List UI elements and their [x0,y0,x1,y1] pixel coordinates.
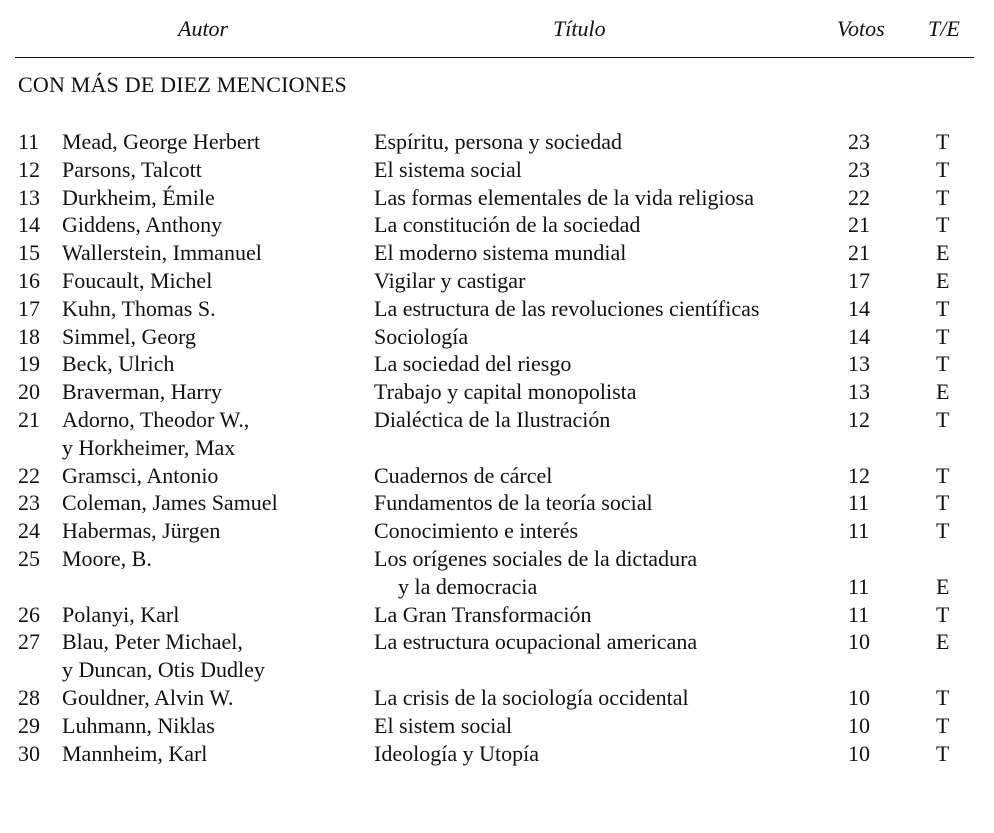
row-votes: 22 [848,184,870,210]
title-line: La estructura ocupacional americana [374,629,698,655]
author-line: Parsons, Talcott [62,156,202,182]
table-row [0,323,994,351]
row-number: 24 [18,518,40,544]
row-title [374,156,522,184]
table-row [0,239,994,267]
row-votes: 23 [848,156,870,182]
row-title [374,350,571,378]
table-row [0,517,994,545]
row-number: 19 [18,351,40,377]
row-author [62,684,233,712]
row-author [62,128,260,156]
title-line: Sociología [374,323,469,349]
row-title [374,489,653,517]
row-author [62,406,249,462]
table-row [0,462,994,490]
header-votos: Votos [837,16,885,41]
title-line: La sociedad del riesgo [374,351,572,377]
author-line: Gouldner, Alvin W. [62,684,234,710]
row-type: T [936,323,950,349]
author-line: y Horkheimer, Max [62,434,236,460]
row-title [374,628,697,656]
row-author [62,462,218,490]
row-type: T [936,212,950,238]
table-row [0,489,994,517]
author-line: Polanyi, Karl [62,601,180,627]
author-line: Simmel, Georg [62,323,197,349]
row-votes: 10 [848,740,870,766]
row-type: T [936,684,950,710]
title-line: Las formas elementales de la vida religiosa [374,184,754,210]
table-row [0,684,994,712]
row-title [374,211,640,239]
title-line: Los orígenes sociales de la dictadura [374,545,698,571]
row-type: T [936,740,950,766]
title-line: Fundamentos de la teoría social [374,490,653,516]
author-line: Mannheim, Karl [62,740,208,766]
author-line: Beck, Ulrich [62,351,175,377]
author-line: Luhmann, Niklas [62,712,215,738]
row-author [62,295,216,323]
row-title [374,684,689,712]
title-line: La Gran Transformación [374,601,592,627]
header-titulo: Título [553,16,606,41]
row-author [62,156,202,184]
row-votes: 11 [848,490,870,516]
row-votes: 11 [848,518,870,544]
row-type: T [936,351,950,377]
row-votes: 21 [848,240,870,266]
header-te: T/E [928,16,960,41]
row-type: T [936,295,950,321]
row-votes: 17 [848,267,870,293]
row-votes: 14 [848,295,870,321]
row-title [374,462,552,490]
title-line: El sistema social [374,156,522,182]
row-type: E [936,379,950,405]
title-line: Cuadernos de cárcel [374,462,553,488]
row-number: 13 [18,184,40,210]
row-author [62,740,207,768]
row-title [374,323,468,351]
row-type: T [936,712,950,738]
row-type: T [936,601,950,627]
author-line: Habermas, Jürgen [62,518,221,544]
row-title [374,406,610,434]
author-line: Kuhn, Thomas S. [62,295,216,321]
row-number: 29 [18,712,40,738]
row-number: 18 [18,323,40,349]
row-title [374,267,525,295]
author-line: Foucault, Michel [62,267,213,293]
row-title [374,740,539,768]
author-line: Mead, George Herbert [62,129,261,154]
row-author [62,601,179,629]
row-votes: 14 [848,323,870,349]
table-row [0,628,994,684]
row-number: 27 [18,629,40,655]
table-row [0,406,994,462]
row-author [62,350,174,378]
row-votes: 11 [848,601,870,627]
row-author [62,267,212,295]
table-row [0,350,994,378]
row-number: 17 [18,295,40,321]
row-number: 25 [18,545,40,571]
row-votes: 12 [848,462,870,488]
ranking-table [0,128,994,767]
table-row [0,267,994,295]
author-line: y Duncan, Otis Dudley [62,657,265,683]
table-row [0,740,994,768]
title-line: La constitución de la sociedad [374,212,641,238]
title-line: y la democracia [398,573,538,599]
table-row [0,545,994,601]
row-title [374,517,578,545]
row-author [62,517,220,545]
title-line: Espíritu, persona y sociedad [374,129,623,154]
row-votes: 23 [848,129,870,154]
row-type: T [936,156,950,182]
header-rule [15,57,974,58]
row-number: 26 [18,601,40,627]
row-votes: 13 [848,351,870,377]
title-line: Trabajo y capital monopolista [374,379,637,405]
row-author [62,211,222,239]
author-line: Adorno, Theodor W., [62,406,250,432]
table-row [0,156,994,184]
author-line: Wallerstein, Immanuel [62,240,262,266]
row-number: 11 [18,129,40,154]
row-number: 28 [18,684,40,710]
row-author [62,628,265,684]
row-author [62,378,222,406]
row-number: 30 [18,740,40,766]
row-number: 16 [18,267,40,293]
row-votes: 13 [848,379,870,405]
header-autor: Autor [178,16,229,41]
author-line: Gramsci, Antonio [62,462,219,488]
row-type: T [936,184,950,210]
row-votes: 10 [848,684,870,710]
table-row [0,378,994,406]
table-row [0,601,994,629]
row-number: 14 [18,212,40,238]
row-type: E [936,573,950,599]
row-author [62,489,278,517]
row-type: T [936,490,950,516]
row-type: T [936,406,950,432]
author-line: Moore, B. [62,545,152,571]
row-author [62,184,215,212]
table-row [0,128,994,156]
row-type: E [936,629,950,655]
row-number: 20 [18,379,40,405]
table-header [0,14,994,46]
row-title [374,295,759,323]
title-line: Vigilar y castigar [374,267,526,293]
row-type: T [936,518,950,544]
row-votes: 21 [848,212,870,238]
row-type: T [936,462,950,488]
row-number: 23 [18,490,40,516]
row-title [374,184,754,212]
row-author [62,545,152,573]
author-line: Blau, Peter Michael, [62,629,243,655]
row-number: 21 [18,406,40,432]
row-votes: 10 [848,712,870,738]
row-title [374,239,626,267]
row-title [374,378,637,406]
table-row [0,295,994,323]
row-author [62,239,262,267]
row-title [374,601,592,629]
row-title [374,128,622,156]
title-line: Ideología y Utopía [374,740,539,766]
row-number: 12 [18,156,40,182]
title-line: La estructura de las revoluciones científicas [374,295,760,321]
table-row [0,712,994,740]
title-line: El moderno sistema mundial [374,240,627,266]
title-line: Dialéctica de la Ilustración [374,406,611,432]
row-title [374,712,512,740]
author-line: Durkheim, Émile [62,184,215,210]
title-line: Conocimiento e interés [374,518,579,544]
row-votes: 12 [848,406,870,432]
author-line: Coleman, James Samuel [62,490,278,516]
row-author [62,712,215,740]
table-row [0,211,994,239]
row-votes: 11 [848,573,870,599]
table-row [0,184,994,212]
row-type: T [936,129,950,154]
title-line: La crisis de la sociología occidental [374,684,689,710]
row-number: 22 [18,462,40,488]
row-type: E [936,240,950,266]
row-title [374,545,697,601]
row-number: 15 [18,240,40,266]
row-votes: 10 [848,629,870,655]
row-type: E [936,267,950,293]
author-line: Braverman, Harry [62,379,223,405]
section-title: CON MÁS DE DIEZ MENCIONES [18,72,347,97]
author-line: Giddens, Anthony [62,212,223,238]
row-author [62,323,196,351]
title-line: El sistem social [374,712,513,738]
